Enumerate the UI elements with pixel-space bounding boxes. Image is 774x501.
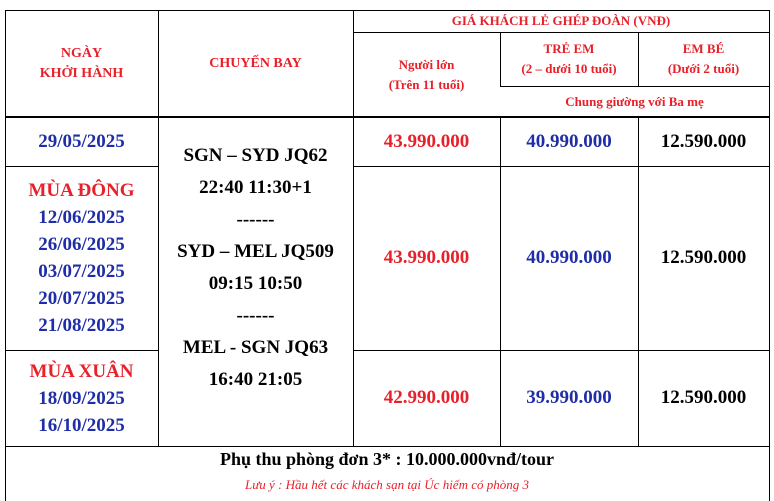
price-adult (353, 117, 500, 166)
header-infant-age: (Dưới 2 tuổi) (667, 61, 740, 76)
divider-h (353, 32, 770, 33)
flight-cell (158, 117, 353, 446)
header-child-label: TRẺ EM (543, 41, 595, 56)
flight-line: SGN – SYD JQ62 (183, 145, 328, 166)
date-cell-first (5, 117, 158, 166)
date-item: 03/07/2025 (38, 261, 125, 282)
date-item: 12/06/2025 (38, 207, 125, 228)
header-child-note (500, 86, 769, 117)
header-flight (158, 10, 353, 117)
divider-v (500, 32, 501, 86)
flight-line: SYD – MEL JQ509 (177, 241, 334, 262)
price-adult (353, 350, 500, 446)
divider-h (5, 446, 770, 447)
price-adult-value: 43.990.000 (383, 247, 470, 268)
divider-h (353, 166, 770, 167)
surcharge-text: Phụ thu phòng đơn 3* : 10.000.000vnđ/tour (219, 448, 555, 469)
price-child-value: 40.990.000 (526, 130, 612, 152)
table-border-right (769, 10, 770, 501)
date-cell-winter (5, 166, 158, 350)
divider-v (353, 10, 354, 446)
price-infant-value: 12.590.000 (660, 247, 747, 268)
date-item: 21/08/2025 (38, 315, 125, 336)
price-infant (638, 166, 769, 350)
header-adult (353, 32, 500, 117)
flight-line: ------ (236, 209, 275, 230)
date-item: 29/05/2025 (38, 131, 125, 152)
price-child (500, 350, 638, 446)
header-flight-label: CHUYẾN BAY (209, 55, 302, 71)
footer-note-text: Lưu ý : Hầu hết các khách sạn tại Úc hiếm có phòng 3 (244, 477, 529, 492)
price-infant-value: 12.590.000 (660, 387, 747, 408)
divider-v (158, 10, 159, 446)
date-item: 16/10/2025 (38, 414, 125, 436)
price-infant-value: 12.590.000 (660, 130, 747, 152)
price-child-value: 39.990.000 (526, 387, 612, 408)
header-departure-date (5, 10, 158, 117)
table-border-top (5, 10, 770, 11)
divider-h (353, 350, 770, 351)
divider-v (638, 32, 639, 86)
header-date-line-2: KHỞI HÀNH (39, 65, 124, 81)
flight-line: ------ (236, 305, 275, 326)
footer-surcharge (5, 446, 769, 472)
season-label-winter: MÙA ĐÔNG (28, 180, 135, 201)
date-item: 18/09/2025 (38, 387, 125, 409)
flight-line: MEL - SGN JQ63 (182, 337, 329, 358)
price-child-value: 40.990.000 (526, 247, 612, 268)
header-infant-label: EM BÉ (682, 41, 725, 56)
table-border-left (5, 10, 6, 501)
divider-h (5, 350, 158, 351)
flight-line: 09:15 10:50 (208, 273, 303, 294)
flight-line: 22:40 11:30+1 (199, 177, 312, 198)
header-date-line-1: NGÀY (60, 45, 103, 61)
footer-note (5, 472, 769, 498)
price-adult (353, 166, 500, 350)
price-child (500, 166, 638, 350)
price-adult-value: 43.990.000 (383, 130, 470, 152)
date-cell-spring (5, 350, 158, 446)
price-adult-value: 42.990.000 (383, 387, 470, 408)
season-label-spring: MÙA XUÂN (29, 360, 134, 382)
flight-line: 16:40 21:05 (208, 369, 303, 390)
header-infant (638, 32, 769, 86)
price-child (500, 117, 638, 166)
header-child-age: (2 – dưới 10 tuổi) (521, 61, 617, 76)
header-adult-age: (Trên 11 tuổi) (388, 76, 465, 92)
divider-h (5, 166, 158, 167)
header-child-note-text: Chung giường với Ba mẹ (565, 93, 704, 109)
header-adult-label: Người lớn (398, 56, 455, 72)
price-infant (638, 350, 769, 446)
header-price-group (353, 10, 769, 32)
date-item: 26/06/2025 (38, 234, 125, 255)
price-infant (638, 117, 769, 166)
date-item: 20/07/2025 (38, 288, 125, 309)
header-child (500, 32, 638, 86)
divider-h (500, 86, 770, 87)
header-price-group-title: GIÁ KHÁCH LẺ GHÉP ĐOÀN (VNĐ) (451, 13, 671, 28)
divider-h (5, 116, 770, 118)
